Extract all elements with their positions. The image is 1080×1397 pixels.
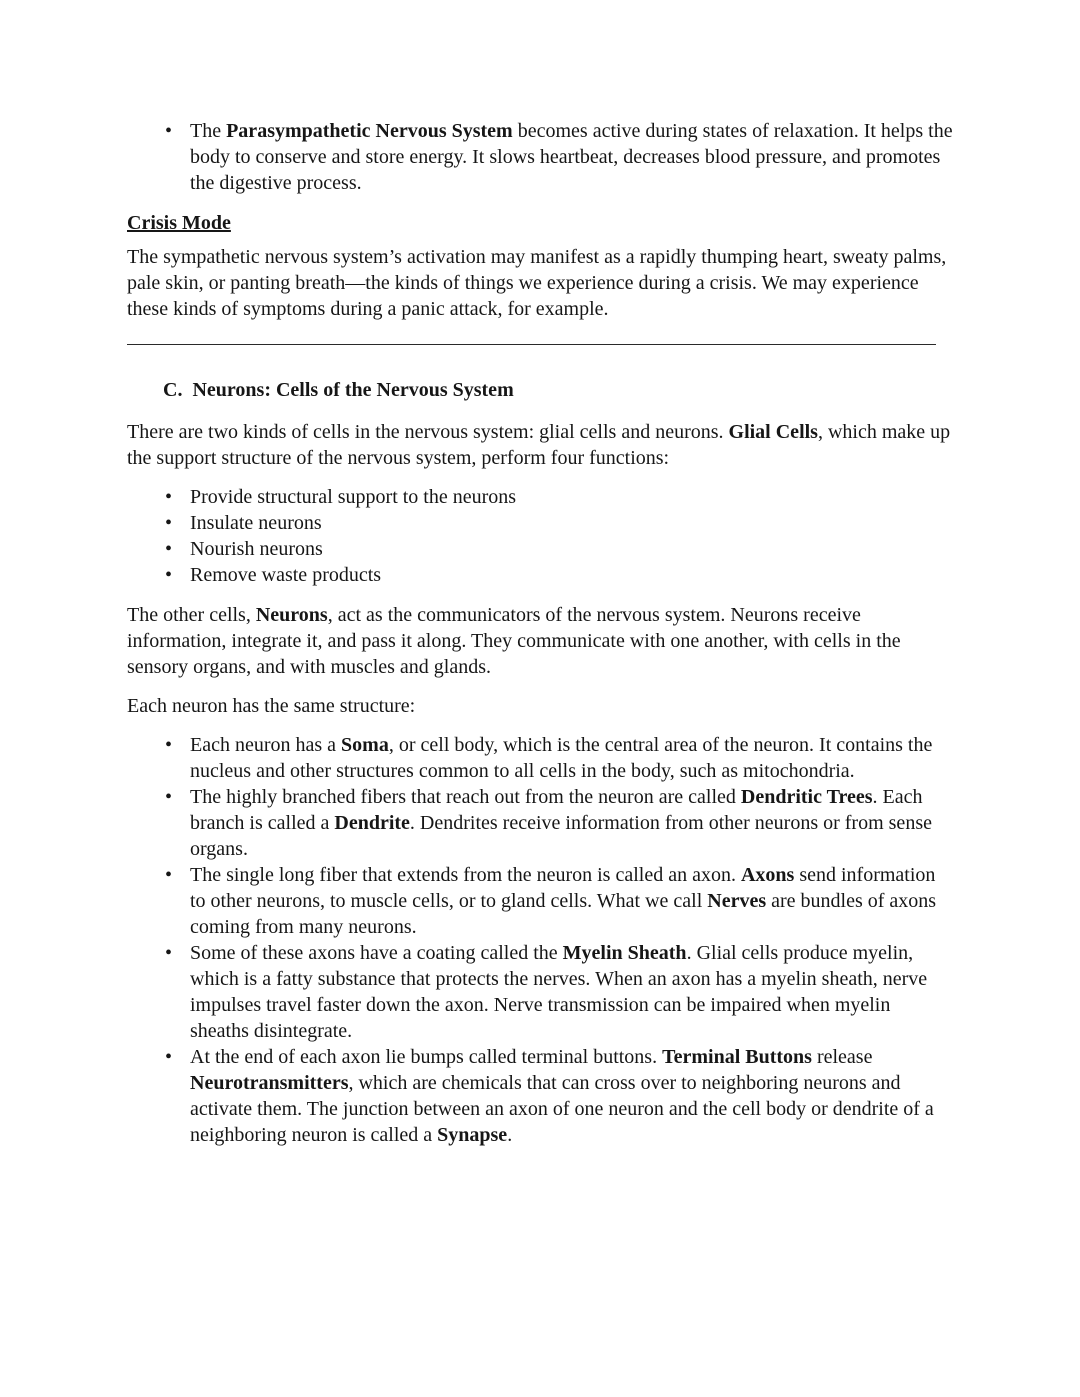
list-item-remove-waste: • Remove waste products: [127, 562, 953, 588]
neuron-structure-intro: Each neuron has the same structure:: [127, 695, 416, 717]
list-item-nourish: • Nourish neurons: [127, 536, 953, 562]
list-item-dendrites: • The highly branched fibers that reach out from the neuron are called Dendritic Trees. Each branch is called a Dendrite. Dendrites receive information from other neurons or from sense organs.: [127, 784, 953, 862]
crisis-mode-heading: Crisis Mode: [127, 212, 231, 234]
glial-functions-list: [127, 484, 953, 588]
parasympathetic-bullet-list: [127, 118, 953, 196]
list-item-terminal-buttons: • At the end of each axon lie bumps called terminal buttons. Terminal Buttons release Neurotransmitters, which are chemicals that can cross over to neighboring neurons and activate them. The junction between an axon of one neuron and the cell body or dendrite of a neighboring neuron is called a Synapse.: [127, 1044, 953, 1148]
list-item-myelin-sheath: • Some of these axons have a coating called the Myelin Sheath. Glial cells produce myelin, which is a fatty substance that protects the nerves. When an axon has a myelin sheath, nerve impulses travel faster down the axon. Nerve transmission can be impaired when myelin sheaths disintegrate.: [127, 940, 953, 1044]
neuron-structure-list: [127, 732, 953, 1148]
neurons-paragraph: The other cells, Neurons, act as the communicators of the nervous system. Neurons receive information, integrate it, and pass it along. They communicate with one another, with cells in the sensory organs, and with muscles and glands.: [127, 604, 901, 678]
bullet-item-parasympathetic: • The Parasympathetic Nervous System becomes active during states of relaxation. It helps the body to conserve and store energy. It slows heartbeat, decreases blood pressure, and promotes the digestive process.: [127, 118, 953, 196]
list-item-soma: • Each neuron has a Soma, or cell body, which is the central area of the neuron. It contains the nucleus and other structures common to all cells in the body, such as mitochondria.: [127, 732, 953, 784]
glial-cells-paragraph: There are two kinds of cells in the nervous system: glial cells and neurons. Glial Cells, which make up the support structure of the nervous system, perform four functions:: [127, 421, 951, 469]
list-item-axons: • The single long fiber that extends from the neuron is called an axon. Axons send information to other neurons, to muscle cells, or to gland cells. What we call Nerves are bundles of axons coming from many neurons.: [127, 862, 953, 940]
section-divider: [127, 344, 936, 345]
list-item-structural-support: • Provide structural support to the neurons: [127, 484, 953, 510]
crisis-mode-paragraph: The sympathetic nervous system’s activation may manifest as a rapidly thumping heart, sweaty palms, pale skin, or panting breath—the kinds of things we experience during a crisis. We may experience these kinds of symptoms during a panic attack, for example.: [127, 246, 947, 320]
list-item-insulate: • Insulate neurons: [127, 510, 953, 536]
section-heading-neurons: C. Neurons: Cells of the Nervous System: [163, 379, 514, 401]
